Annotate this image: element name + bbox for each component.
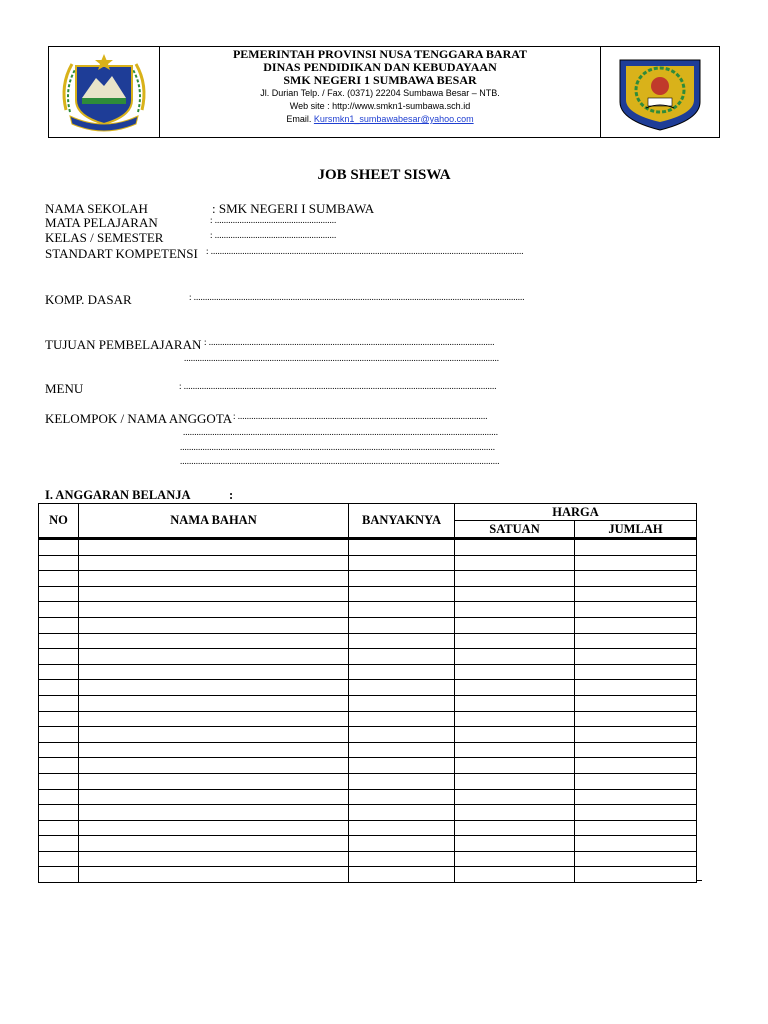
cell-banyaknya[interactable] <box>349 789 455 805</box>
label-standart-kompetensi: STANDART KOMPETENSI <box>45 246 198 261</box>
cell-satuan[interactable] <box>455 727 575 743</box>
cell-jumlah[interactable] <box>575 664 697 680</box>
cell-nama-bahan[interactable] <box>79 851 349 867</box>
cell-satuan[interactable] <box>455 649 575 665</box>
value-menu[interactable]: : ........................................................................................................................................... <box>179 381 497 391</box>
cell-banyaknya[interactable] <box>349 602 455 618</box>
table-row <box>39 805 697 821</box>
label-menu: MENU <box>45 381 84 396</box>
cell-no[interactable] <box>39 571 79 587</box>
value-tujuan-pembelajaran-line2[interactable]: ............................................................................................................................................ <box>184 353 499 363</box>
header-harga: HARGA <box>455 504 697 521</box>
cell-satuan[interactable] <box>455 789 575 805</box>
header-banyaknya: BANYAKNYA <box>349 504 455 539</box>
cell-banyaknya[interactable] <box>349 649 455 665</box>
cell-jumlah[interactable] <box>575 836 697 852</box>
cell-banyaknya[interactable] <box>349 664 455 680</box>
value-komp-dasar[interactable]: : ................................................................................................................................................... <box>189 292 525 302</box>
cell-no[interactable] <box>39 586 79 602</box>
cell-nama-bahan[interactable] <box>79 773 349 789</box>
email-link[interactable]: Kursmkn1_sumbawabesar@yahoo.com <box>313 114 474 124</box>
cell-no[interactable] <box>39 633 79 649</box>
table-row <box>39 727 697 743</box>
cell-no[interactable] <box>39 789 79 805</box>
school-name: SMK NEGERI 1 SUMBAWA BESAR <box>283 73 477 87</box>
value-kelompok-line4[interactable]: .............................................................................................................................................. <box>180 456 500 466</box>
cell-nama-bahan[interactable] <box>79 664 349 680</box>
cell-nama-bahan[interactable] <box>79 789 349 805</box>
label-kelompok: KELOMPOK / NAMA ANGGOTA <box>45 411 233 426</box>
cell-nama-bahan[interactable] <box>79 742 349 758</box>
table-row <box>39 586 697 602</box>
cell-banyaknya[interactable] <box>349 758 455 774</box>
table-row <box>39 555 697 571</box>
table-row <box>39 836 697 852</box>
school-email-line <box>160 113 600 126</box>
cell-satuan[interactable] <box>455 555 575 571</box>
cell-satuan[interactable] <box>455 633 575 649</box>
budget-table <box>38 503 697 883</box>
cell-jumlah[interactable] <box>575 680 697 696</box>
table-row <box>39 664 697 680</box>
cell-nama-bahan[interactable] <box>79 586 349 602</box>
cell-satuan[interactable] <box>455 820 575 836</box>
cell-banyaknya[interactable] <box>349 773 455 789</box>
table-row <box>39 602 697 618</box>
table-row <box>39 742 697 758</box>
value-kelompok-line3[interactable]: ............................................................................................................................................ <box>180 442 495 452</box>
table-row <box>39 633 697 649</box>
cell-jumlah[interactable] <box>575 649 697 665</box>
cell-satuan[interactable] <box>455 539 575 556</box>
cell-jumlah[interactable] <box>575 805 697 821</box>
cell-no[interactable] <box>39 555 79 571</box>
value-kelompok-line2[interactable]: ............................................................................................................................................ <box>183 427 498 437</box>
cell-banyaknya[interactable] <box>349 836 455 852</box>
header-nama-bahan: NAMA BAHAN <box>79 504 349 539</box>
cell-no[interactable] <box>39 867 79 883</box>
label-kelas-semester: KELAS / SEMESTER <box>45 230 164 245</box>
value-tujuan-pembelajaran[interactable]: : ............................................................................................................................... <box>204 337 495 347</box>
cell-no[interactable] <box>39 664 79 680</box>
cell-jumlah[interactable] <box>575 758 697 774</box>
table-row <box>39 789 697 805</box>
cell-no[interactable] <box>39 758 79 774</box>
cell-nama-bahan[interactable] <box>79 695 349 711</box>
table-row <box>39 695 697 711</box>
cell-no[interactable] <box>39 680 79 696</box>
cell-nama-bahan[interactable] <box>79 555 349 571</box>
cell-satuan[interactable] <box>455 742 575 758</box>
header-jumlah: JUMLAH <box>575 521 697 539</box>
cell-satuan[interactable] <box>455 617 575 633</box>
cell-nama-bahan[interactable] <box>79 758 349 774</box>
cell-banyaknya[interactable] <box>349 820 455 836</box>
cell-satuan[interactable] <box>455 836 575 852</box>
section-colon: : <box>228 488 234 502</box>
table-row <box>39 617 697 633</box>
table-row <box>39 680 697 696</box>
cell-jumlah[interactable] <box>575 789 697 805</box>
cell-no[interactable] <box>39 836 79 852</box>
cell-banyaknya[interactable] <box>349 851 455 867</box>
cell-nama-bahan[interactable] <box>79 649 349 665</box>
department-name: DINAS PENDIDIKAN DAN KEBUDAYAAN <box>263 60 497 74</box>
cell-no[interactable] <box>39 820 79 836</box>
cell-nama-bahan[interactable] <box>79 867 349 883</box>
cell-banyaknya[interactable] <box>349 633 455 649</box>
cell-no[interactable] <box>39 805 79 821</box>
cell-nama-bahan[interactable] <box>79 727 349 743</box>
government-name: PEMERINTAH PROVINSI NUSA TENGGARA BARAT <box>232 47 528 61</box>
budget-table-body <box>39 539 697 883</box>
table-row <box>39 773 697 789</box>
value-nama-sekolah: : SMK NEGERI I SUMBAWA <box>212 201 375 216</box>
cell-satuan[interactable] <box>455 680 575 696</box>
page-title: JOB SHEET SISWA <box>317 167 451 183</box>
cell-nama-bahan[interactable] <box>79 617 349 633</box>
section-title <box>45 488 233 503</box>
letterhead-text <box>160 47 600 137</box>
cell-satuan[interactable] <box>455 586 575 602</box>
cell-banyaknya[interactable] <box>349 711 455 727</box>
school-address: Jl. Durian Telp. / Fax. (0371) 22204 Sumbawa Besar – NTB. <box>260 88 500 98</box>
school-logo <box>600 47 719 137</box>
cell-nama-bahan[interactable] <box>79 805 349 821</box>
cell-nama-bahan[interactable] <box>79 571 349 587</box>
header-no: NO <box>39 504 79 539</box>
cell-nama-bahan[interactable] <box>79 602 349 618</box>
school-website: Web site : http://www.smkn1-sumbawa.sch.id <box>289 101 471 111</box>
cell-no[interactable] <box>39 742 79 758</box>
header-satuan: SATUAN <box>455 521 575 539</box>
cell-jumlah[interactable] <box>575 867 697 883</box>
cell-no[interactable] <box>39 695 79 711</box>
cell-satuan[interactable] <box>455 695 575 711</box>
cell-jumlah[interactable] <box>575 695 697 711</box>
cell-satuan[interactable] <box>455 571 575 587</box>
cell-no[interactable] <box>39 773 79 789</box>
cell-jumlah[interactable] <box>575 773 697 789</box>
value-standart-kompetensi[interactable]: : ........................................................................................................................................... <box>206 246 524 256</box>
cell-satuan[interactable] <box>455 867 575 883</box>
table-row <box>39 867 697 883</box>
cell-jumlah[interactable] <box>575 711 697 727</box>
cell-nama-bahan[interactable] <box>79 711 349 727</box>
email-label: Email. <box>286 114 312 124</box>
cell-nama-bahan[interactable] <box>79 836 349 852</box>
ntb-province-logo <box>49 47 160 137</box>
cell-no[interactable] <box>39 617 79 633</box>
cell-satuan[interactable] <box>455 664 575 680</box>
cell-jumlah[interactable] <box>575 727 697 743</box>
table-row <box>39 851 697 867</box>
ntb-emblem-icon <box>56 50 152 134</box>
table-row <box>39 649 697 665</box>
table-tail-line <box>696 880 702 881</box>
cell-banyaknya[interactable] <box>349 695 455 711</box>
cell-banyaknya[interactable] <box>349 727 455 743</box>
cell-jumlah[interactable] <box>575 586 697 602</box>
table-row <box>39 820 697 836</box>
cell-satuan[interactable] <box>455 711 575 727</box>
table-row <box>39 711 697 727</box>
label-tujuan-pembelajaran: TUJUAN PEMBELAJARAN <box>45 337 202 352</box>
cell-banyaknya[interactable] <box>349 742 455 758</box>
cell-jumlah[interactable] <box>575 820 697 836</box>
cell-satuan[interactable] <box>455 758 575 774</box>
cell-banyaknya[interactable] <box>349 617 455 633</box>
cell-banyaknya[interactable] <box>349 539 455 556</box>
cell-satuan[interactable] <box>455 805 575 821</box>
table-row <box>39 758 697 774</box>
cell-jumlah[interactable] <box>575 571 697 587</box>
cell-jumlah[interactable] <box>575 851 697 867</box>
cell-no[interactable] <box>39 539 79 556</box>
cell-jumlah[interactable] <box>575 602 697 618</box>
cell-nama-bahan[interactable] <box>79 539 349 556</box>
cell-banyaknya[interactable] <box>349 867 455 883</box>
smk-school-emblem-icon <box>610 50 710 134</box>
label-mata-pelajaran: MATA PELAJARAN <box>45 215 158 230</box>
cell-satuan[interactable] <box>455 602 575 618</box>
cell-nama-bahan[interactable] <box>79 680 349 696</box>
label-komp-dasar: KOMP. DASAR <box>45 292 132 307</box>
cell-banyaknya[interactable] <box>349 555 455 571</box>
value-kelompok[interactable]: : ............................................................................................................... <box>233 411 488 421</box>
cell-no[interactable] <box>39 851 79 867</box>
table-row <box>39 539 697 556</box>
cell-satuan[interactable] <box>455 851 575 867</box>
cell-banyaknya[interactable] <box>349 571 455 587</box>
section-title-text: I. ANGGARAN BELANJA <box>45 488 190 502</box>
cell-satuan[interactable] <box>455 773 575 789</box>
cell-jumlah[interactable] <box>575 742 697 758</box>
cell-no[interactable] <box>39 711 79 727</box>
cell-banyaknya[interactable] <box>349 805 455 821</box>
cell-jumlah[interactable] <box>575 555 697 571</box>
letterhead <box>48 46 720 138</box>
label-nama-sekolah: NAMA SEKOLAH <box>45 201 148 216</box>
cell-no[interactable] <box>39 649 79 665</box>
cell-jumlah[interactable] <box>575 539 697 556</box>
cell-jumlah[interactable] <box>575 617 697 633</box>
cell-no[interactable] <box>39 602 79 618</box>
cell-no[interactable] <box>39 727 79 743</box>
value-mata-pelajaran[interactable]: : ...................................................... <box>210 215 337 225</box>
cell-nama-bahan[interactable] <box>79 633 349 649</box>
cell-banyaknya[interactable] <box>349 680 455 696</box>
cell-jumlah[interactable] <box>575 633 697 649</box>
value-kelas-semester[interactable]: : ...................................................... <box>210 230 337 240</box>
cell-nama-bahan[interactable] <box>79 820 349 836</box>
cell-banyaknya[interactable] <box>349 586 455 602</box>
table-row <box>39 571 697 587</box>
